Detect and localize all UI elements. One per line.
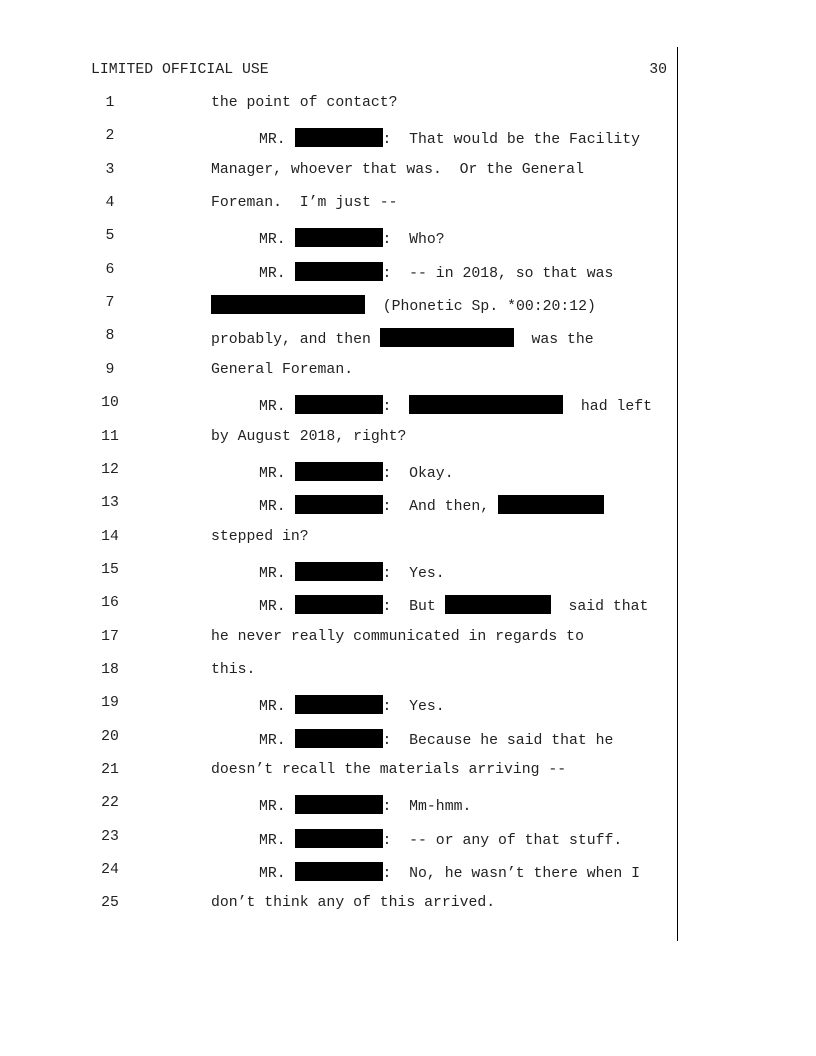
line-text <box>259 695 445 715</box>
page-header <box>91 62 667 80</box>
text-segment: : But <box>382 599 445 616</box>
line-number: 22 <box>101 795 119 812</box>
text-segment: MR. <box>259 265 295 282</box>
line-number: 10 <box>101 395 119 412</box>
text-segment: MR. <box>259 599 295 616</box>
line-number: 8 <box>105 328 115 345</box>
transcript-line <box>0 629 816 649</box>
line-number: 14 <box>101 528 119 545</box>
transcript-line <box>0 162 816 182</box>
text-segment: MR. <box>259 132 295 149</box>
text-segment: : Mm-hmm. <box>382 799 472 816</box>
text-segment: said that <box>550 599 649 616</box>
transcript-line <box>0 328 816 348</box>
transcript-line <box>0 562 816 582</box>
text-segment: MR. <box>259 732 295 749</box>
line-text <box>211 762 566 778</box>
line-number: 1 <box>105 95 115 111</box>
redaction-box <box>295 395 383 414</box>
line-number: 13 <box>101 495 119 512</box>
line-text <box>211 162 584 178</box>
text-segment: stepped in? <box>211 528 309 545</box>
transcript-line <box>0 862 816 882</box>
transcript-line <box>0 495 816 515</box>
text-segment: General Foreman. <box>211 361 354 378</box>
line-text <box>211 195 397 211</box>
line-number: 18 <box>101 661 119 678</box>
redaction-box <box>445 595 551 614</box>
text-segment: MR. <box>259 465 295 482</box>
line-text <box>211 895 495 911</box>
line-text <box>211 429 406 445</box>
line-number: 25 <box>101 895 119 912</box>
transcript-line <box>0 729 816 749</box>
line-number: 17 <box>101 628 119 645</box>
redaction-box <box>380 328 514 347</box>
redaction-box <box>295 595 383 614</box>
line-number: 24 <box>101 862 119 879</box>
redaction-box <box>295 829 383 848</box>
text-segment: MR. <box>259 499 295 516</box>
redaction-box <box>295 228 383 247</box>
transcript-line <box>0 395 816 415</box>
transcript-line <box>0 529 816 549</box>
redaction-box <box>295 128 383 147</box>
line-text <box>259 462 454 482</box>
text-segment: : And then, <box>382 499 498 516</box>
transcript-line <box>0 895 816 915</box>
page-number: 30 <box>649 62 667 78</box>
line-text <box>259 395 652 415</box>
redaction-box <box>211 295 365 314</box>
text-segment: : -- in 2018, so that was <box>382 265 614 282</box>
transcript-line <box>0 128 816 148</box>
text-segment: by August 2018, right? <box>211 428 407 445</box>
text-segment: MR. <box>259 866 295 883</box>
text-segment: Manager, whoever that was. Or the General <box>211 161 584 178</box>
line-number: 5 <box>105 228 115 245</box>
transcript-line <box>0 228 816 248</box>
transcript-line <box>0 462 816 482</box>
line-number: 23 <box>101 828 119 845</box>
redaction-box <box>295 462 383 481</box>
line-number: 7 <box>105 295 115 312</box>
text-segment: don’t think any of this arrived. <box>211 895 496 912</box>
transcript-line <box>0 829 816 849</box>
line-text <box>211 362 353 378</box>
line-number: 3 <box>105 161 115 178</box>
line-number: 4 <box>105 195 115 212</box>
line-text <box>211 662 255 678</box>
redaction-box <box>295 862 383 881</box>
text-segment: was the <box>513 332 594 349</box>
line-text <box>259 595 648 615</box>
line-number: 9 <box>105 361 115 378</box>
line-text <box>259 795 471 815</box>
text-segment: MR. <box>259 232 295 249</box>
text-segment: he never really communicated in regards to <box>211 628 584 645</box>
text-segment: doesn’t recall the materials arriving -- <box>211 762 567 778</box>
line-number: 2 <box>105 128 115 145</box>
text-segment: : Because he said that he <box>382 732 614 749</box>
text-segment: : Who? <box>382 232 445 249</box>
text-segment: MR. <box>259 399 295 416</box>
text-segment: the point of contact? <box>211 95 398 111</box>
line-number: 6 <box>105 261 115 278</box>
line-text <box>211 529 309 545</box>
text-segment: : No, he wasn’t there when I <box>382 866 641 883</box>
text-segment: : Yes. <box>382 699 445 716</box>
transcript-line <box>0 95 816 115</box>
line-number: 19 <box>101 695 119 712</box>
line-number: 15 <box>101 561 119 578</box>
redaction-box <box>295 262 383 281</box>
text-segment: : Okay. <box>382 465 454 482</box>
redaction-box <box>295 795 383 814</box>
text-segment: : <box>382 399 410 416</box>
redaction-box <box>409 395 563 414</box>
transcript-line <box>0 695 816 715</box>
text-segment: MR. <box>259 699 295 716</box>
transcript-line <box>0 762 816 782</box>
transcript-line <box>0 595 816 615</box>
line-text <box>211 95 397 111</box>
redaction-box <box>295 729 383 748</box>
redaction-box <box>295 495 383 514</box>
transcript-line <box>0 795 816 815</box>
line-text <box>259 862 640 882</box>
line-text <box>259 829 622 849</box>
text-segment: had left <box>563 399 652 416</box>
line-text <box>259 562 445 582</box>
line-text <box>259 128 640 148</box>
line-text <box>211 328 594 348</box>
text-segment: : Yes. <box>382 565 445 582</box>
line-number: 12 <box>101 461 119 478</box>
line-number: 21 <box>101 762 119 778</box>
redaction-box <box>498 495 604 514</box>
transcript-line <box>0 662 816 682</box>
text-segment: Foreman. I’m just -- <box>211 195 398 212</box>
transcript-line <box>0 362 816 382</box>
line-text <box>259 495 604 515</box>
text-segment: MR. <box>259 799 295 816</box>
redaction-box <box>295 562 383 581</box>
line-number: 16 <box>101 595 119 612</box>
line-text <box>259 729 613 749</box>
line-text <box>211 295 596 315</box>
classification-marking: LIMITED OFFICIAL USE <box>91 62 269 78</box>
line-text <box>259 228 445 248</box>
text-segment: MR. <box>259 832 295 849</box>
transcript-line <box>0 429 816 449</box>
text-segment: this. <box>211 661 256 678</box>
transcript-line <box>0 295 816 315</box>
text-segment: : That would be the Facility <box>382 132 641 149</box>
text-segment: MR. <box>259 565 295 582</box>
line-number: 20 <box>101 728 119 745</box>
redaction-box <box>295 695 383 714</box>
transcript-line <box>0 262 816 282</box>
line-text <box>211 629 584 645</box>
text-segment: probably, and then <box>211 332 380 349</box>
line-text <box>259 262 613 282</box>
text-segment: (Phonetic Sp. *00:20:12) <box>365 299 596 316</box>
line-number: 11 <box>101 428 119 445</box>
text-segment: : -- or any of that stuff. <box>382 832 623 849</box>
transcript-line <box>0 195 816 215</box>
